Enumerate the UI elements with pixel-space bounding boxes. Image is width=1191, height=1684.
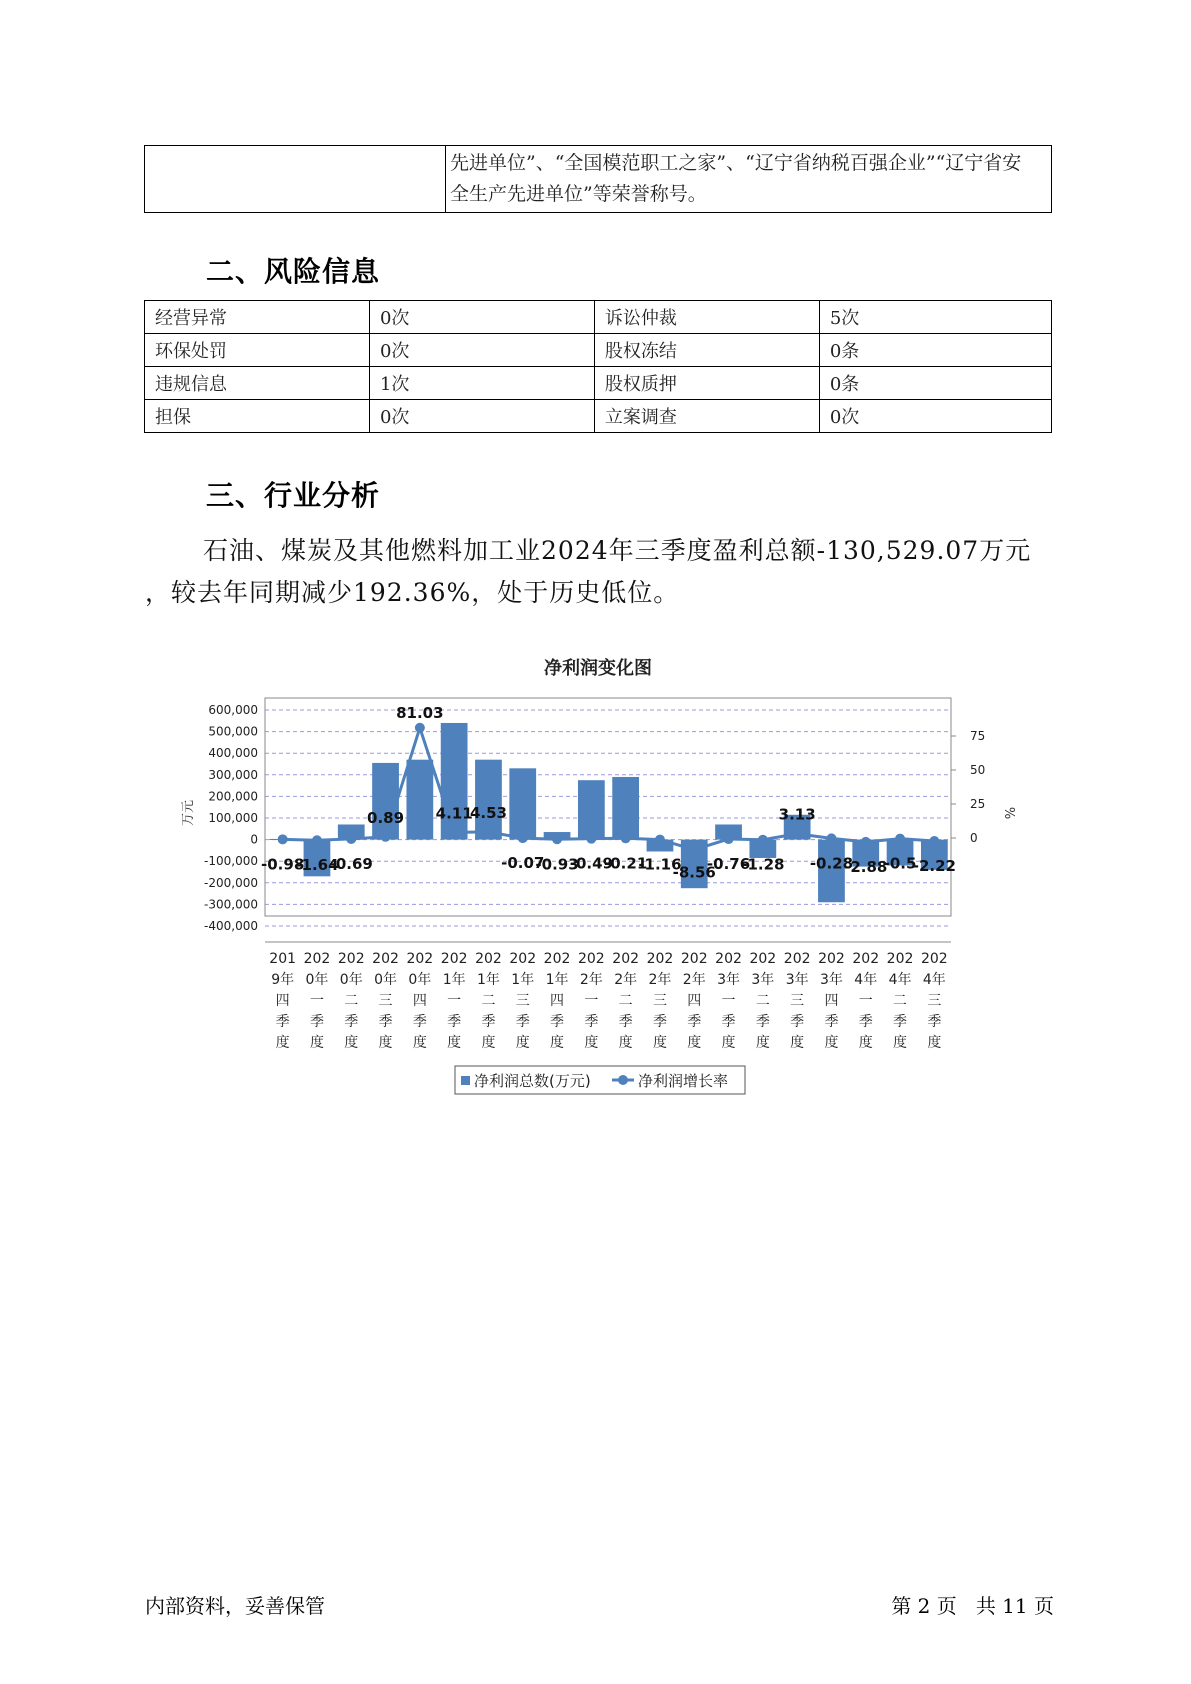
- x-tick-label: 0年: [339, 972, 363, 988]
- chart-legend: [455, 1066, 745, 1094]
- x-tick-label: 一: [447, 993, 462, 1009]
- growth-data-label: -0.69: [329, 854, 373, 873]
- x-tick-label: 202: [886, 951, 914, 967]
- x-tick-label: 一: [584, 993, 599, 1009]
- x-tick-label: 二: [893, 993, 908, 1009]
- risk-value-cell: 0条: [819, 367, 1051, 400]
- industry-heading: 三、行业分析: [206, 479, 381, 512]
- legend-line-label: 净利润增长率: [638, 1072, 729, 1090]
- x-tick-label: 2年: [682, 972, 706, 988]
- risk-label-cell: 立案调查: [594, 400, 819, 433]
- x-tick-label: 度: [584, 1035, 599, 1051]
- y-tick-label: 0: [250, 832, 258, 847]
- x-tick-label: 度: [824, 1035, 839, 1051]
- x-tick-label: 202: [337, 951, 365, 967]
- x-tick-label: 季: [824, 1014, 839, 1030]
- net-profit-chart: [0, 645, 1191, 1115]
- growth-point: [724, 834, 734, 844]
- risk-table: [144, 300, 1052, 433]
- x-tick-label: 3年: [751, 972, 775, 988]
- y-tick-label: 500,000: [208, 724, 258, 739]
- x-tick-label: 度: [344, 1035, 359, 1051]
- growth-point: [689, 845, 699, 855]
- legend-bar-swatch: [461, 1076, 470, 1085]
- y-tick-label: -300,000: [204, 897, 258, 912]
- x-tick-label: 度: [687, 1035, 702, 1051]
- x-tick-label: 季: [344, 1014, 359, 1030]
- intro-line-1: 先进单位”、“全国模范职工之家”、“辽宁省纳税百强企业”“辽宁省安: [450, 152, 1022, 174]
- y2-tick-label: 50: [970, 763, 986, 777]
- x-tick-label: 202: [372, 951, 399, 967]
- growth-data-label: 3.13: [778, 805, 816, 824]
- x-tick-label: 度: [893, 1035, 908, 1051]
- x-tick-label: 三: [652, 993, 667, 1009]
- x-tick-label: 度: [652, 1035, 667, 1051]
- x-tick-label: 4年: [922, 972, 946, 988]
- y-tick-label: -100,000: [204, 854, 258, 869]
- x-tick-label: 202: [715, 951, 742, 967]
- growth-point: [483, 827, 493, 837]
- x-tick-label: 201: [269, 951, 297, 967]
- x-tick-label: 4年: [888, 972, 912, 988]
- industry-paragraph-line-1: 石油、煤炭及其他燃料加工业2024年三季度盈利总额-130,529.07万元: [203, 536, 1032, 565]
- x-tick-label: 四: [275, 993, 290, 1009]
- growth-data-label: -0.49: [569, 854, 613, 873]
- risk-label-cell: 股权质押: [594, 367, 819, 400]
- x-tick-label: 度: [755, 1035, 770, 1051]
- x-tick-label: 202: [543, 951, 571, 967]
- x-tick-label: 1年: [476, 972, 500, 988]
- risk-value-cell: 0次: [369, 400, 594, 433]
- x-tick-label: 二: [755, 993, 770, 1009]
- growth-point: [792, 829, 802, 839]
- x-tick-label: 一: [858, 993, 873, 1009]
- x-tick-label: 202: [612, 951, 640, 967]
- x-tick-label: 0年: [374, 972, 398, 988]
- x-tick-label: 3年: [785, 972, 809, 988]
- legend-bar-label: 净利润总数(万元): [474, 1072, 591, 1090]
- y2-tick-label: 0: [970, 831, 978, 845]
- x-tick-label: 季: [790, 1014, 805, 1030]
- x-tick-label: 度: [927, 1035, 942, 1051]
- growth-point: [655, 835, 665, 845]
- growth-data-label: -0.5: [883, 854, 917, 873]
- bar: [509, 768, 536, 839]
- growth-data-label: 4.11: [435, 804, 473, 823]
- intro-table-empty-cell: [145, 146, 446, 213]
- x-tick-label: 度: [412, 1035, 427, 1051]
- risk-value-cell: 5次: [819, 301, 1051, 334]
- growth-data-label: -2.22: [912, 857, 956, 876]
- x-tick-label: 季: [618, 1014, 633, 1030]
- y-tick-label: 300,000: [208, 767, 258, 782]
- x-tick-label: 202: [406, 951, 434, 967]
- risk-label-cell: 股权冻结: [594, 334, 819, 367]
- x-tick-label: 度: [515, 1035, 530, 1051]
- x-tick-label: 四: [412, 993, 427, 1009]
- x-tick-label: 季: [275, 1014, 290, 1030]
- growth-point: [346, 834, 356, 844]
- growth-data-label: -1.16: [638, 855, 682, 874]
- y-tick-label: -200,000: [204, 875, 258, 890]
- x-tick-label: 202: [440, 951, 468, 967]
- footer-right: 第 2 页 共 11 页: [891, 1594, 1054, 1618]
- y2-axis-label: %: [1001, 806, 1016, 820]
- x-tick-label: 202: [475, 951, 502, 967]
- x-tick-label: 四: [687, 993, 702, 1009]
- x-tick-label: 季: [755, 1014, 770, 1030]
- growth-data-label: -0.07: [501, 854, 545, 873]
- intro-line-2: 全生产先进单位”等荣誉称号。: [450, 183, 707, 205]
- x-tick-label: 三: [515, 993, 530, 1009]
- risk-row: [145, 334, 1052, 367]
- growth-point: [758, 835, 768, 845]
- risk-row: [145, 367, 1052, 400]
- y-axis-ticks: [204, 703, 258, 933]
- x-tick-label: 二: [618, 993, 633, 1009]
- growth-point: [381, 832, 391, 842]
- risk-label-cell: 违规信息: [145, 367, 370, 400]
- x-tick-label: 度: [790, 1035, 805, 1051]
- growth-data-label: -0.98: [261, 855, 305, 874]
- growth-point: [586, 834, 596, 844]
- growth-data-label: 81.03: [396, 703, 444, 722]
- x-tick-label: 度: [481, 1035, 496, 1051]
- y-tick-label: 200,000: [208, 789, 258, 804]
- risk-heading: 二、风险信息: [206, 255, 381, 288]
- intro-table: [144, 145, 1052, 213]
- x-tick-label: 202: [577, 951, 605, 967]
- risk-value-cell: 0次: [819, 400, 1051, 433]
- x-tick-label: 一: [721, 993, 736, 1009]
- x-tick-label: 三: [790, 993, 805, 1009]
- x-tick-label: 度: [275, 1035, 290, 1051]
- x-tick-label: 季: [550, 1014, 565, 1030]
- y-tick-label: 100,000: [208, 811, 258, 825]
- x-tick-label: 季: [687, 1014, 702, 1030]
- x-tick-label: 季: [652, 1014, 667, 1030]
- x-tick-label: 202: [646, 951, 674, 967]
- x-tick-label: 季: [447, 1014, 462, 1030]
- x-tick-label: 季: [858, 1014, 873, 1030]
- risk-value-cell: 0条: [819, 334, 1051, 367]
- growth-data-label: -0.93: [535, 855, 579, 874]
- risk-value-cell: 1次: [369, 367, 594, 400]
- bar: [612, 777, 639, 840]
- growth-point: [895, 834, 905, 844]
- growth-point: [415, 723, 425, 733]
- x-tick-label: 202: [783, 951, 811, 967]
- x-tick-label: 季: [927, 1014, 942, 1030]
- bar: [406, 760, 433, 840]
- y2-tick-label: 25: [970, 797, 986, 811]
- x-tick-label: 3年: [819, 972, 843, 988]
- x-tick-label: 202: [920, 951, 948, 967]
- x-tick-label: 度: [309, 1035, 324, 1051]
- y-tick-label: 600,000: [208, 703, 258, 717]
- x-tick-label: 四: [550, 993, 565, 1009]
- growth-data-label: -1.28: [741, 855, 785, 874]
- x-tick-label: 季: [721, 1014, 736, 1030]
- x-tick-label: 度: [550, 1035, 565, 1051]
- x-tick-label: 2年: [648, 972, 672, 988]
- x-tick-label: 三: [927, 993, 942, 1009]
- growth-point: [552, 834, 562, 844]
- x-tick-label: 202: [509, 951, 537, 967]
- x-tick-label: 季: [378, 1014, 393, 1030]
- x-tick-label: 度: [378, 1035, 393, 1051]
- growth-point: [449, 827, 459, 837]
- x-tick-label: 0年: [408, 972, 432, 988]
- risk-label-cell: 担保: [145, 400, 370, 433]
- x-tick-label: 202: [680, 951, 708, 967]
- chart-title: 净利润变化图: [544, 658, 652, 679]
- x-tick-label: 度: [858, 1035, 873, 1051]
- y-axis-label: 万元: [181, 799, 196, 827]
- x-tick-label: 1年: [545, 972, 569, 988]
- industry-paragraph: [145, 530, 1065, 614]
- x-tick-label: 1年: [442, 972, 466, 988]
- growth-point: [861, 837, 871, 847]
- growth-data-label: 0.89: [367, 808, 405, 827]
- x-tick-label: 度: [618, 1035, 633, 1051]
- x-tick-label: 202: [818, 951, 845, 967]
- growth-data-label: -0.21: [604, 854, 648, 873]
- x-tick-label: 季: [309, 1014, 324, 1030]
- x-tick-label: 3年: [717, 972, 741, 988]
- x-tick-label: 季: [584, 1014, 599, 1030]
- growth-data-label: -2.88: [844, 857, 888, 876]
- growth-data-label: -0.76: [706, 855, 751, 874]
- growth-data-label: -0.28: [809, 854, 854, 873]
- x-tick-label: 度: [721, 1035, 736, 1051]
- growth-point: [278, 834, 288, 844]
- risk-row: [145, 400, 1052, 433]
- growth-data-label: -1.64: [295, 856, 339, 875]
- y-tick-label: -400,000: [204, 919, 258, 933]
- risk-value-cell: 0次: [369, 301, 594, 334]
- industry-paragraph-line-2: ，较去年同期减少192.36%，处于历史低位。: [145, 578, 680, 607]
- growth-point: [929, 836, 939, 846]
- growth-point: [518, 833, 528, 843]
- x-tick-label: 9年: [271, 972, 295, 988]
- risk-row: [145, 301, 1052, 334]
- intro-table-text-cell: [446, 146, 1052, 213]
- x-tick-label: 4年: [854, 972, 878, 988]
- growth-data-label: -8.56: [672, 863, 716, 882]
- bar: [372, 763, 399, 840]
- x-tick-label: 一: [309, 993, 324, 1009]
- bar: [578, 780, 605, 839]
- x-tick-label: 0年: [305, 972, 329, 988]
- y2-axis-ticks: [951, 729, 985, 845]
- growth-data-label: 4.53: [469, 803, 507, 822]
- x-tick-label: 二: [481, 993, 496, 1009]
- risk-label-cell: 环保处罚: [145, 334, 370, 367]
- data-labels: [261, 704, 956, 882]
- growth-point: [826, 833, 836, 843]
- x-tick-label: 季: [893, 1014, 908, 1030]
- growth-point: [621, 833, 631, 843]
- x-tick-label: 202: [852, 951, 880, 967]
- footer-left: 内部资料，妥善保管: [145, 1594, 325, 1618]
- y2-tick-label: 75: [970, 729, 986, 743]
- x-tick-label: 202: [303, 951, 331, 967]
- x-tick-label: 二: [344, 993, 359, 1009]
- x-tick-label: 202: [749, 951, 777, 967]
- x-tick-label: 季: [515, 1014, 530, 1030]
- y-tick-label: 400,000: [208, 746, 258, 761]
- x-tick-label: 1年: [511, 972, 535, 988]
- risk-label-cell: 诉讼仲裁: [594, 301, 819, 334]
- x-tick-label: 2年: [614, 972, 638, 988]
- growth-point: [312, 835, 322, 845]
- x-tick-label: 三: [378, 993, 393, 1009]
- x-tick-label: 季: [481, 1014, 496, 1030]
- risk-label-cell: 经营异常: [145, 301, 370, 334]
- x-tick-label: 季: [412, 1014, 427, 1030]
- risk-value-cell: 0次: [369, 334, 594, 367]
- x-tick-label: 度: [447, 1035, 462, 1051]
- x-tick-label: 2年: [579, 972, 603, 988]
- x-axis-ticks: [269, 951, 947, 1051]
- x-tick-label: 四: [824, 993, 839, 1009]
- legend-line-marker: [618, 1075, 628, 1085]
